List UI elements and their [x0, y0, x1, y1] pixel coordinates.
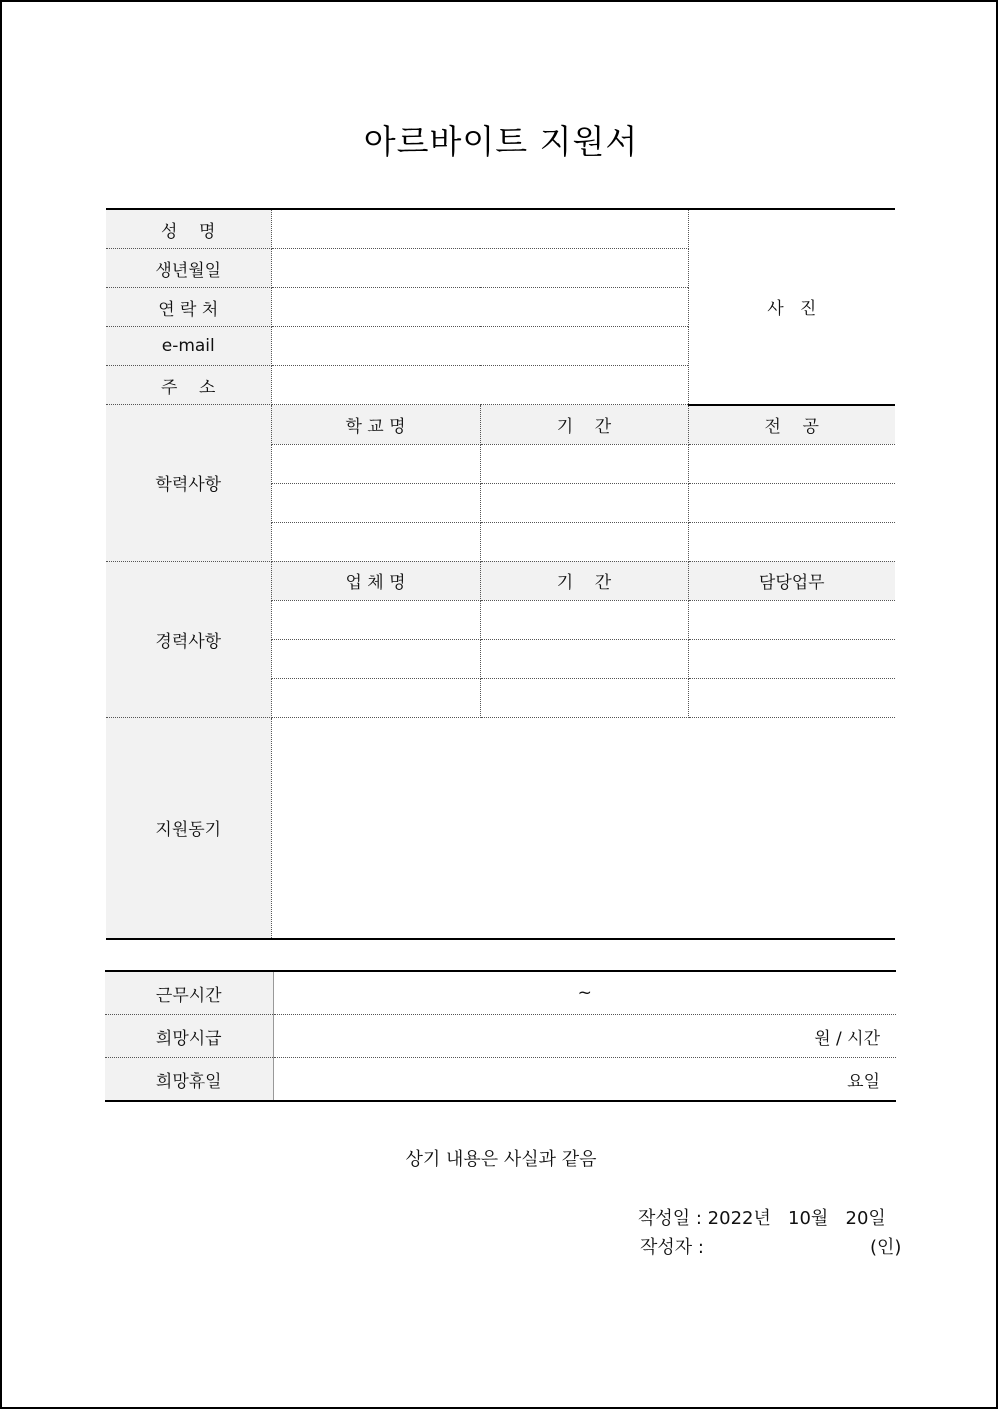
photo-label: 사 진: [767, 299, 817, 320]
edu-col-period: 기 간: [480, 405, 688, 445]
author-label: 작성자 :: [640, 1237, 704, 1258]
career-company-cell[interactable]: [271, 600, 480, 639]
wage-field[interactable]: 원 / 시간: [273, 1015, 896, 1058]
edu-period-cell[interactable]: [480, 522, 688, 561]
edu-period-cell[interactable]: [480, 483, 688, 522]
edu-school-cell[interactable]: [271, 522, 480, 561]
photo-box[interactable]: [688, 209, 895, 405]
confirmation-statement: 상기 내용은 사실과 같음: [405, 1149, 597, 1170]
career-period-cell[interactable]: [480, 639, 688, 678]
wage-label: 희망시급: [105, 1015, 273, 1058]
edu-major-cell[interactable]: [688, 483, 895, 522]
edu-col-school: 학 교 명: [271, 405, 480, 445]
edu-col-major: 전 공: [688, 405, 895, 445]
education-label: 학력사항: [106, 405, 271, 562]
dayoff-label: 희망휴일: [105, 1058, 273, 1102]
name-field[interactable]: [271, 209, 688, 249]
page-title: 아르바이트 지원서: [363, 122, 639, 161]
work-conditions-table: [105, 970, 896, 1102]
career-company-cell[interactable]: [271, 639, 480, 678]
contact-label: 연 락 처: [106, 288, 271, 327]
hours-label: 근무시간: [105, 971, 273, 1015]
career-company-cell[interactable]: [271, 678, 480, 717]
career-duty-cell[interactable]: [688, 678, 895, 717]
motive-label: 지원동기: [106, 717, 271, 939]
hours-field[interactable]: ~: [273, 971, 896, 1015]
career-label: 경력사항: [106, 561, 271, 717]
birth-field[interactable]: [271, 249, 688, 288]
birth-label: 생년월일: [106, 249, 271, 288]
career-period-cell[interactable]: [480, 678, 688, 717]
application-table: [106, 208, 895, 940]
name-label: 성 명: [106, 209, 271, 249]
edu-school-cell[interactable]: [271, 444, 480, 483]
career-duty-cell[interactable]: [688, 639, 895, 678]
edu-major-cell[interactable]: [688, 444, 895, 483]
contact-field[interactable]: [271, 288, 688, 327]
edu-period-cell[interactable]: [480, 444, 688, 483]
seal-label: (인): [870, 1237, 902, 1258]
email-label: e-mail: [106, 327, 271, 366]
career-duty-cell[interactable]: [688, 600, 895, 639]
edu-major-cell[interactable]: [688, 522, 895, 561]
dayoff-field[interactable]: 요일: [273, 1058, 896, 1102]
edu-school-cell[interactable]: [271, 483, 480, 522]
career-col-period: 기 간: [480, 561, 688, 600]
date-line: 작성일 : 2022년 10월 20일: [638, 1208, 886, 1229]
career-col-company: 업 체 명: [271, 561, 480, 600]
address-label: 주 소: [106, 366, 271, 405]
motive-field[interactable]: [271, 717, 895, 939]
email-field[interactable]: [271, 327, 688, 366]
career-period-cell[interactable]: [480, 600, 688, 639]
career-col-duty: 담당업무: [688, 561, 895, 600]
address-field[interactable]: [271, 366, 688, 405]
